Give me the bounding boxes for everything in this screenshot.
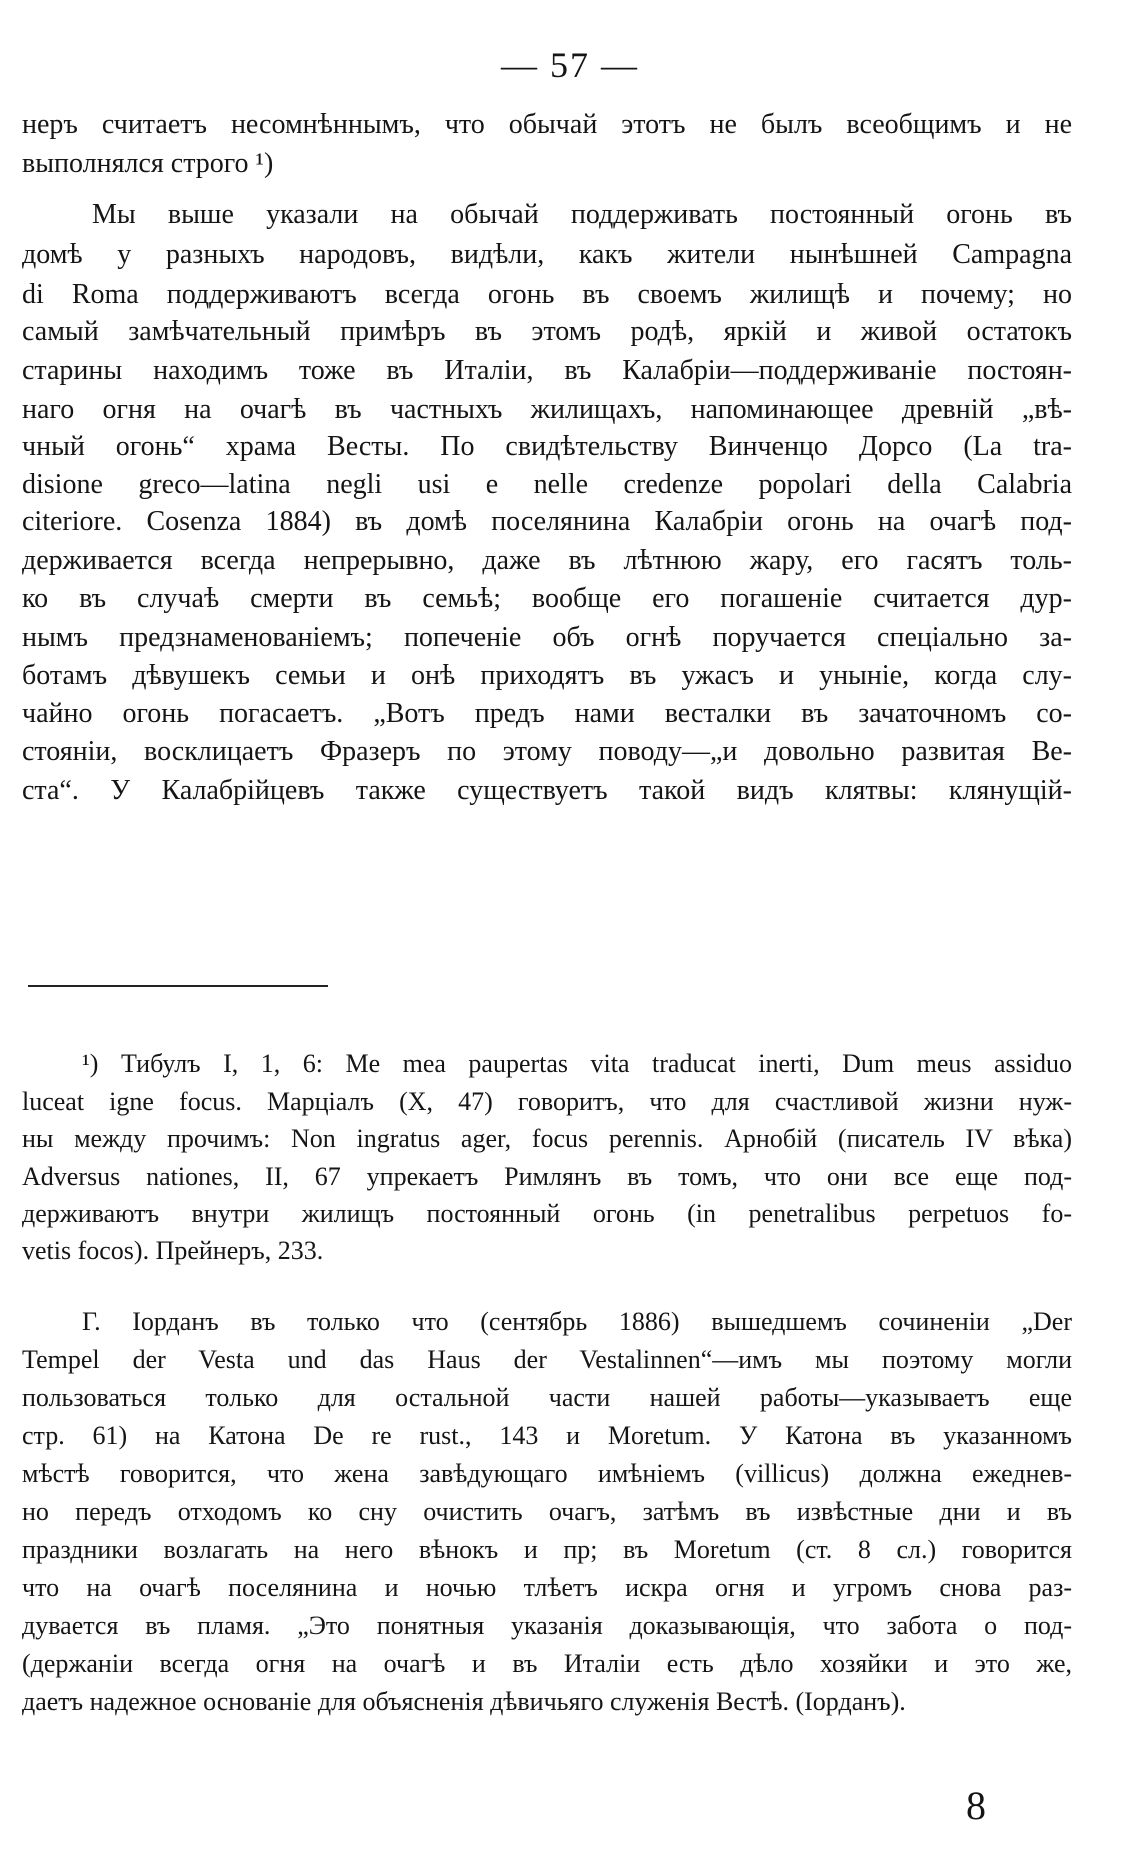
footnote-line: luceat igne focus. Марціалъ (X, 47) говоритъ, что для счастливой жизни нуж- — [22, 1087, 1072, 1116]
text-line: выполнялся строго ¹) — [22, 148, 274, 179]
footnote-line: пользоваться только для остальной части нашей работы—указываетъ еще — [22, 1383, 1072, 1412]
text-line: ко въ случаѣ смерти въ семьѣ; вообще его погашеніе считается дур- — [22, 583, 1072, 614]
footnote-line: (держаніи всегда огня на очагѣ и въ Италіи есть дѣло хозяйки и это же, — [22, 1649, 1072, 1678]
text-line: держивается всегда непрерывно, даже въ лѣтнюю жару, его гасятъ толь- — [22, 545, 1072, 576]
text-line: стояніи, восклицаетъ Фразеръ по этому поводу—„и довольно развитая Ве- — [22, 736, 1072, 767]
text-line: ста“. У Калабрійцевъ также существуетъ такой видъ клятвы: клянущій- — [22, 775, 1072, 806]
text-line: disione greco—latina negli usi e nelle credenze popolari della Calabria — [22, 469, 1072, 500]
text-line: citeriore. Cosenza 1884) въ домѣ поселянина Калабріи огонь на очагѣ под- — [22, 506, 1072, 537]
text-line: ботамъ дѣвушекъ семьи и онѣ приходятъ въ ужасъ и уныніе, когда слу- — [22, 660, 1072, 691]
signature-mark: 8 — [966, 1783, 986, 1828]
text-line: чайно огонь погасаетъ. „Вотъ предъ нами весталки въ зачаточномъ со- — [22, 698, 1072, 729]
footnote-line: мѣстѣ говорится, что жена завѣдующаго имѣніемъ (villicus) должна ежеднев- — [22, 1459, 1072, 1488]
page-number: — 57 — — [501, 45, 639, 85]
text-line: di Roma поддерживаютъ всегда огонь въ своемъ жилищѣ и почему; но — [22, 279, 1072, 310]
text-line: Мы выше указали на обычай поддерживать постоянный огонь въ — [92, 199, 1072, 230]
footnote-line: ны между прочимъ: Non ingratus ager, focus perennis. Арнобій (писатель IV вѣка) — [22, 1124, 1072, 1153]
footnote-line: праздники возлагать на него вѣнокъ и пр; въ Moretum (ст. 8 сл.) говорится — [22, 1535, 1072, 1564]
footnote-line: Adversus nationes, II, 67 упрекаетъ Римлянъ въ томъ, что они все еще под- — [22, 1162, 1072, 1191]
text-line: самый замѣчательный примѣръ въ этомъ родѣ, яркій и живой остатокъ — [22, 316, 1072, 347]
footnote-line: что на очагѣ поселянина и ночью тлѣетъ искра огня и угромъ снова раз- — [22, 1573, 1072, 1602]
footnote-line: даетъ надежное основаніе для объясненія дѣвичьяго служенія Вестѣ. (Іорданъ). — [22, 1687, 906, 1716]
text-line: нымъ предзнаменованіемъ; попеченіе объ огнѣ поручается спеціально за- — [22, 622, 1072, 653]
footnote-line: Г. Іорданъ въ только что (сентябрь 1886) вышедшемъ сочиненіи „Der — [82, 1307, 1072, 1336]
text-line: наго огня на очагѣ въ частныхъ жилищахъ, напоминающее древній „вѣ- — [22, 394, 1072, 425]
text-line: чный огонь“ храма Весты. По свидѣтельству Винченцо Дорсо (La tra- — [22, 431, 1072, 462]
text-line: старины находимъ тоже въ Италіи, въ Калабріи—поддерживаніе постоян- — [22, 355, 1072, 386]
footnote-line: Tempel der Vesta und das Haus der Vestalinnen“—имъ мы поэтому могли — [22, 1345, 1072, 1374]
footnote-rule — [28, 985, 328, 987]
footnote-line: стр. 61) на Катона De re rust., 143 и Moretum. У Катона въ указанномъ — [22, 1421, 1072, 1450]
footnote-line: vetis focos). Прейнеръ, 233. — [22, 1236, 324, 1265]
text-line: домѣ у разныхъ народовъ, видѣли, какъ жители нынѣшней Campagna — [22, 239, 1072, 270]
footnote-line: но передъ отходомъ ко сну очистить очагъ, затѣмъ въ извѣстные дни и въ — [22, 1497, 1072, 1526]
footnote-line: держиваютъ внутри жилищъ постоянный огонь (in penetralibus perpetuos fo- — [22, 1199, 1072, 1228]
text-line: неръ считаетъ несомнѣннымъ, что обычай этотъ не былъ всеобщимъ и не — [22, 109, 1072, 140]
footnote-line: дувается въ пламя. „Это понятныя указанія доказывающія, что забота о под- — [22, 1611, 1072, 1640]
footnote-line: ¹) Тибулъ I, 1, 6: Me mea paupertas vita traducat inerti, Dum meus assiduo — [82, 1049, 1072, 1078]
